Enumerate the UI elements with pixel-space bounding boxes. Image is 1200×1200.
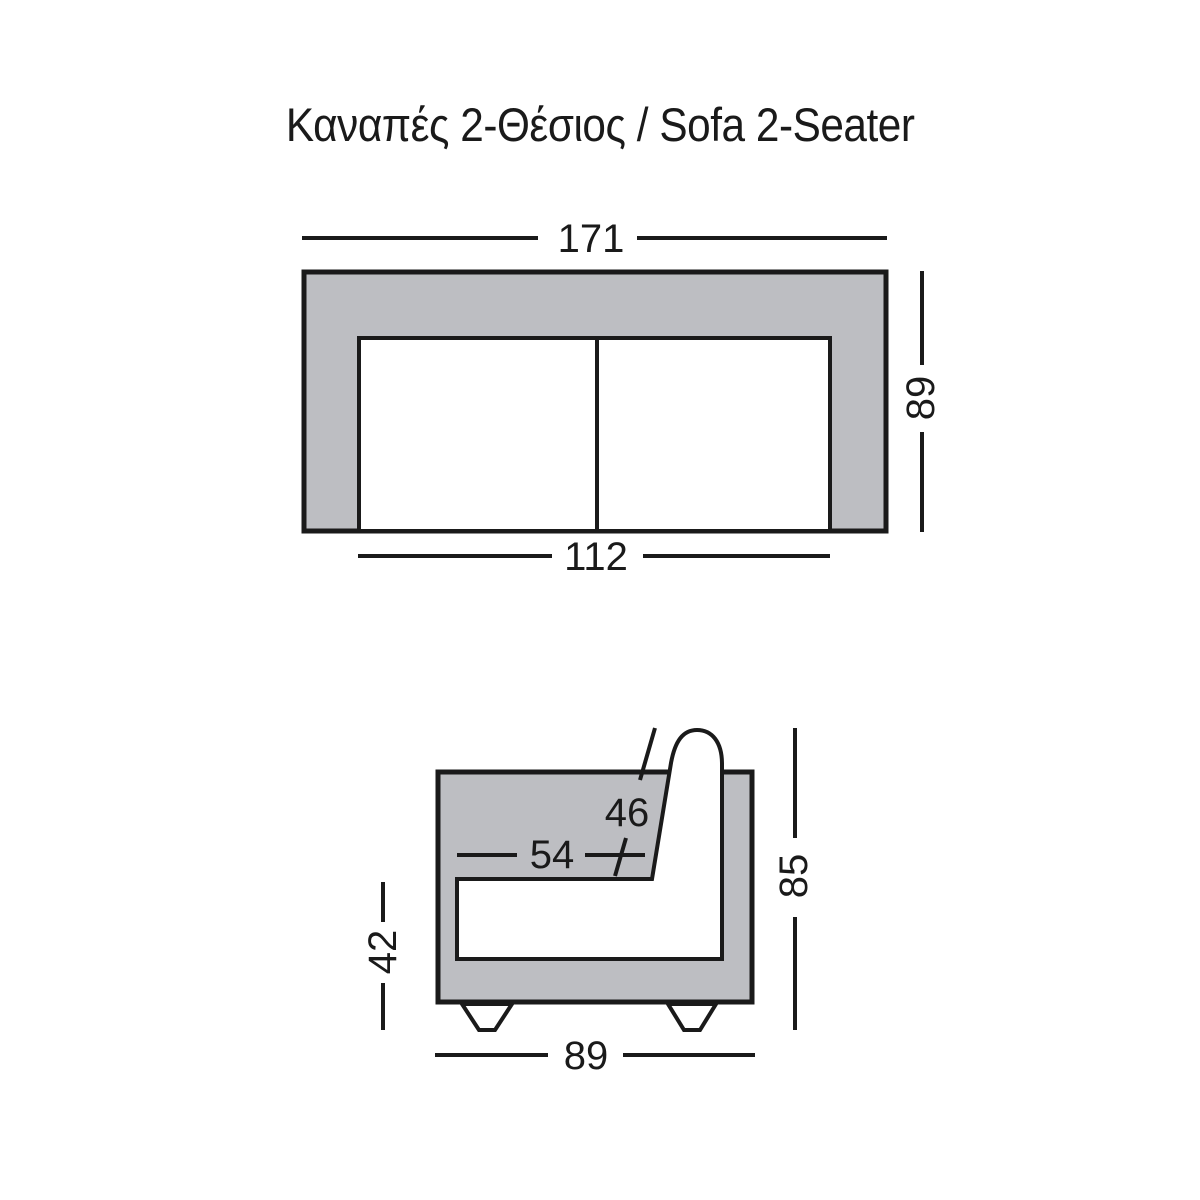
side-view-back-leg <box>668 1004 716 1030</box>
side-view-front-leg <box>462 1004 512 1030</box>
dim-label-seat-depth: 54 <box>529 833 575 877</box>
diagram-title-text: Καναπές 2-Θέσιος / Sofa 2-Seater <box>285 98 915 151</box>
top-view-seat-area <box>359 338 830 531</box>
diagram-title <box>0 98 1200 152</box>
dim-label-overall-height: 85 <box>772 853 816 899</box>
dim-label-overall-depth-side: 89 <box>563 1034 609 1078</box>
side-view-shape <box>383 728 795 1055</box>
dim-label-backrest-height: 46 <box>604 791 650 835</box>
dim-label-overall-width: 171 <box>557 217 625 261</box>
top-view-shape <box>302 238 922 556</box>
dim-label-seat-width: 112 <box>564 535 628 579</box>
dim-label-overall-depth-top: 89 <box>899 375 943 421</box>
dim-label-seat-height: 42 <box>361 929 405 975</box>
